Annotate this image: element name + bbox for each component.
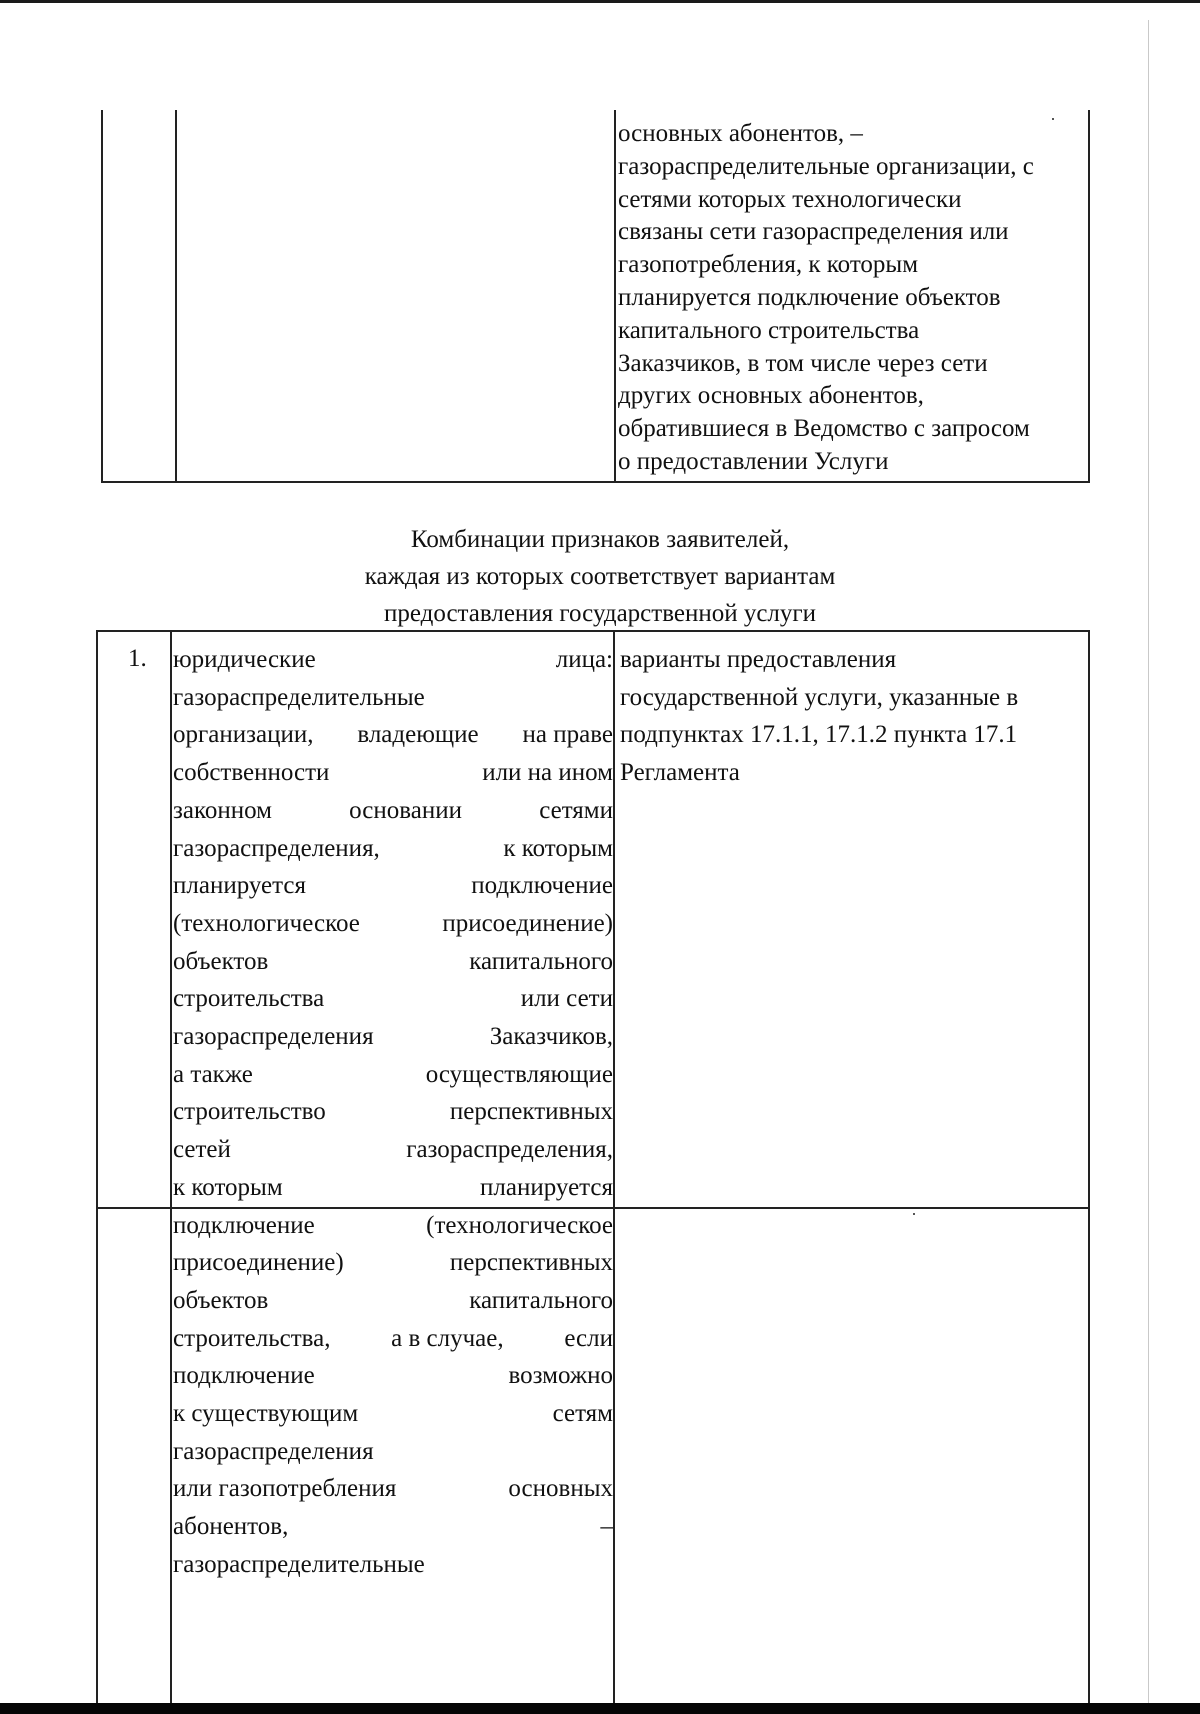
text-word-group: юридические — [173, 646, 316, 673]
text-word-group: абонентов, — [173, 1513, 289, 1541]
text-line: основных абонентов, – — [618, 120, 863, 147]
text-word-group: объектов — [173, 947, 269, 975]
text-word-group: возможно — [508, 1362, 613, 1390]
text-word-group: объектов — [173, 1286, 269, 1314]
text-word-group: если — [564, 1324, 613, 1352]
section-heading — [0, 521, 1200, 632]
text-word-group: (технологическое — [173, 909, 360, 937]
text-word-group: а также — [173, 1060, 253, 1088]
text-word-group: капитального — [469, 947, 613, 975]
text-line: капитального строительства — [618, 316, 920, 344]
continuation-table — [101, 110, 1090, 483]
text-line: газопотребления, к которым — [618, 251, 919, 279]
text-line: других основных абонентов, — [618, 382, 924, 410]
text-word-group: к существующим — [173, 1400, 359, 1428]
text-word-group: перспективных — [449, 1098, 613, 1126]
column-divider — [614, 110, 616, 481]
text-word-group: основных — [508, 1475, 613, 1503]
text-line: обратившиеся в Ведомство с запросом — [618, 415, 1030, 443]
text-word-group: сетям — [552, 1400, 613, 1428]
text-line: подпунктах 17.1.1, 17.1.2 пункта 17.1 — [620, 721, 1018, 749]
text-line: газораспределительные организации, с — [618, 152, 1034, 180]
text-line: о предоставлении Услуги — [618, 447, 889, 475]
text-word-group: планируется — [480, 1173, 613, 1201]
text-word-group: газораспределения, — [406, 1136, 613, 1164]
text-word-group: к которым — [173, 1173, 283, 1201]
text-word-group: или на ином — [482, 759, 613, 787]
text-word-group: присоединение) — [442, 909, 613, 937]
text-line: Заказчиков, в том числе через сети — [618, 349, 988, 377]
text-word-group: – — [600, 1513, 613, 1541]
text-word-group: строительства, — [173, 1324, 331, 1352]
text-word-group: на праве — [522, 721, 613, 749]
scan-artifact-line — [1148, 20, 1149, 1710]
text-word-group: газораспределения — [173, 1023, 374, 1051]
text-word-group: законном — [173, 796, 272, 824]
text-word-group: газораспределения, — [173, 834, 380, 862]
text-word-group: организации, — [173, 721, 314, 749]
text-word-group: газораспределения — [173, 1437, 374, 1465]
text-word-group: подключение — [173, 1211, 315, 1239]
heading-line: предоставления государственной услуги — [383, 600, 817, 627]
text-word-group: газораспределительные — [173, 1550, 425, 1578]
text-word-group: подключение — [173, 1362, 315, 1390]
continuation-cell-text — [618, 118, 1088, 479]
text-line: связаны сети газораспределения или — [618, 218, 1009, 246]
text-word-group: лица: — [555, 646, 613, 673]
text-word-group: собственности — [173, 759, 330, 787]
text-word-group: владеющие — [357, 721, 479, 749]
scan-bottom-edge — [0, 1703, 1200, 1714]
text-line: государственной услуги, указанные в — [620, 683, 1019, 711]
text-word-group: планируется — [173, 872, 306, 900]
text-line: Регламента — [620, 759, 740, 787]
text-word-group: подключение — [471, 872, 613, 900]
text-word-group: присоединение) — [173, 1249, 344, 1277]
text-word-group: перспективных — [449, 1249, 613, 1277]
text-word-group: осуществляющие — [425, 1060, 613, 1088]
row-number: 1. — [128, 645, 147, 672]
text-word-group: газораспределительные — [173, 683, 425, 711]
heading-line: каждая из которых соответствует вариантам — [364, 563, 836, 590]
text-word-group: или газопотребления — [173, 1475, 397, 1503]
text-word-group: сетей — [173, 1136, 231, 1164]
table-bottom-border — [96, 1207, 1090, 1209]
text-word-group: а в случае, — [391, 1324, 504, 1352]
text-word-group: основании — [349, 796, 462, 824]
column-divider — [175, 110, 177, 481]
text-word-group: строительство — [173, 1098, 326, 1126]
scan-top-edge — [0, 0, 1200, 3]
text-word-group: к которым — [503, 834, 613, 862]
text-word-group: строительства — [173, 985, 325, 1013]
text-line: сетями которых технологически — [618, 185, 962, 213]
text-word-group: сетями — [539, 796, 613, 824]
text-word-group: или сети — [520, 985, 613, 1013]
heading-line: Комбинации признаков заявителей, — [410, 526, 790, 553]
text-line: планируется подключение объектов — [618, 283, 1001, 311]
text-word-group: Заказчиков, — [489, 1023, 613, 1051]
text-word-group: капитального — [469, 1286, 613, 1314]
text-word-group: (технологическое — [426, 1211, 613, 1239]
text-line: варианты предоставления — [620, 646, 897, 673]
